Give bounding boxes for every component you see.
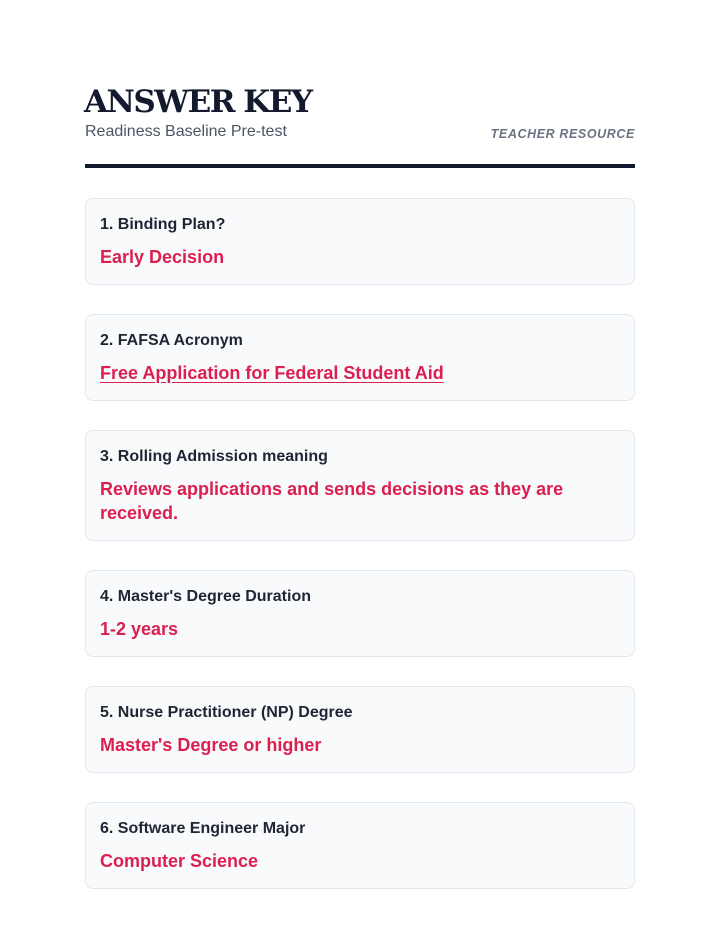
answer-card xyxy=(85,430,635,541)
answer-text: 1-2 years xyxy=(100,619,179,639)
question-text: 2. FAFSA Acronym xyxy=(100,332,243,349)
answer-text: Computer Science xyxy=(100,851,259,871)
question-text: 6. Software Engineer Major xyxy=(100,820,306,837)
answer-list xyxy=(85,198,635,889)
answer-card xyxy=(85,686,635,773)
answer-text: Early Decision xyxy=(100,247,225,267)
question-text: 5. Nurse Practitioner (NP) Degree xyxy=(100,704,353,721)
answer-text: Reviews applications and sends decisions as they are received. xyxy=(100,479,564,523)
question-text: 1. Binding Plan? xyxy=(100,216,226,233)
answer-text: Master's Degree or higher xyxy=(100,735,322,755)
question-text: 4. Master's Degree Duration xyxy=(100,588,311,605)
answer-key-page xyxy=(85,84,635,918)
question-text: 3. Rolling Admission meaning xyxy=(100,448,328,465)
answer-card xyxy=(85,198,635,285)
page-header xyxy=(85,84,635,168)
page-title: ANSWER KEY xyxy=(84,84,312,120)
page-subtitle: Readiness Baseline Pre-test xyxy=(85,123,287,140)
teacher-resource-tag: TEACHER RESOURCE xyxy=(490,127,635,141)
answer-card xyxy=(85,570,635,657)
answer-text: Free Application for Federal Student Aid xyxy=(100,363,444,383)
answer-card xyxy=(85,802,635,889)
answer-card xyxy=(85,314,635,401)
